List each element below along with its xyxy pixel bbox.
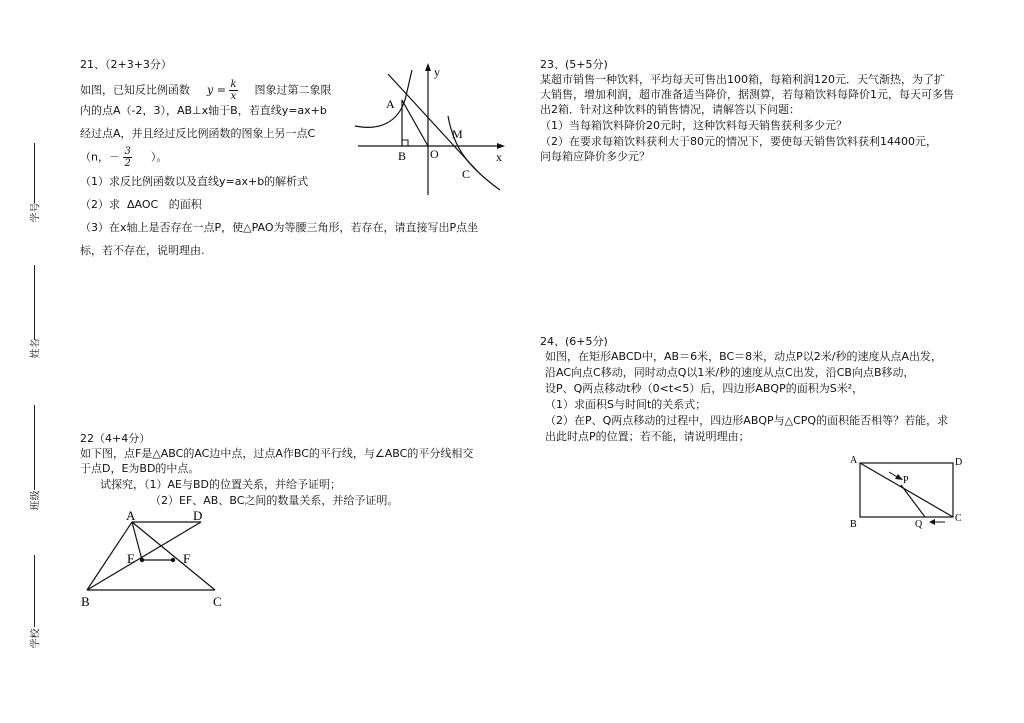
point-f <box>171 558 175 562</box>
label-c: C <box>955 513 962 524</box>
label-o: O <box>430 147 439 161</box>
right-angle-mark <box>402 140 408 146</box>
q21-fn-y: y = <box>207 83 226 97</box>
q24-line3: 设P、Q两点移动t秒（0<t<5）后，四边形ABQP的面积为S米²， <box>545 382 864 395</box>
label-b: B <box>850 519 857 530</box>
q21-line4: （n，－ $\frac{3}{2}$ ）。 <box>80 146 168 169</box>
q21-figure <box>350 60 510 200</box>
arrow-q-head <box>929 519 935 525</box>
q23-line6: 问每箱应降价多少元？ <box>540 150 650 163</box>
x-axis-arrow <box>497 143 505 149</box>
q21-line3: 经过点A，并且经过反比例函数的图象上另一点C <box>80 127 316 140</box>
arrow-p-head <box>895 474 903 480</box>
hyperbola-branch-2 <box>355 70 412 127</box>
q23-line2: 大销售，增加利润，超市准备适当降价，据测算，若每箱饮料每降价1元，每天可多售 <box>540 88 954 101</box>
q21-sub3b: 标，若不存在，说明理由. <box>80 244 205 257</box>
segment-ab <box>87 522 132 590</box>
point-e <box>140 558 144 562</box>
q24-line4: （1）求面积S与时间t的关系式； <box>545 398 707 411</box>
label-a: A <box>386 97 395 111</box>
q23-line1: 某超市销售一种饮料，平均每天可售出100箱，每箱利润120元．天气渐热，为了扩 <box>540 73 945 86</box>
q21-intro-b: 图象过第二象限 <box>254 83 332 97</box>
q24-line2: 沿AC向点C移动，同时动点Q以1米/秒的速度从点C出发，沿CB向点B移动， <box>545 366 915 379</box>
label-a: A <box>126 508 136 523</box>
q22-line2: 于点D，E为BD的中点。 <box>80 462 200 475</box>
school-label: 学校 <box>30 628 42 649</box>
binding-line <box>34 265 35 340</box>
q23-header: 23、(5+5分) <box>540 58 608 71</box>
class-label: 班级 <box>30 490 42 511</box>
q23-line5: （2）在要求每箱饮料获利大于80元的情况下，要使每天销售饮料获利14400元， <box>540 135 937 148</box>
q24-line6: 出此时点P的位置；若不能，请说明理由； <box>545 430 750 443</box>
q21-sub1: （1）求反比例函数以及直线y=ax+b的解析式 <box>80 175 309 188</box>
q23-line3: 出2箱．针对这种饮料的销售情况，请解答以下问题： <box>540 103 800 116</box>
diagonal-ac <box>860 463 953 517</box>
y-axis-arrow <box>425 63 431 71</box>
label-c: C <box>213 594 222 609</box>
q21-intro-a: 如图，已知反比例函数 <box>80 83 190 97</box>
q21-line2: 内的点A（-2，3），AB⊥x轴于B，若直线y=ax+b <box>80 104 327 117</box>
q22-line1: 如下图，点F是△ABC的AC边中点，过点A作BC的平行线，与∠ABC的平分线相交 <box>80 447 474 460</box>
q21-sub3a: （3）在x轴上是否存在一点P，使△PAO为等腰三角形，若存在，请直接写出P点坐 <box>80 221 479 234</box>
label-d: D <box>955 457 963 468</box>
q22-figure <box>75 508 235 610</box>
q23-line4: （1）当每箱饮料降价20元时，这种饮料每天销售获利多少元？ <box>540 119 847 132</box>
label-x: x <box>496 150 502 164</box>
segment-pq <box>901 485 925 517</box>
binding-line <box>34 405 35 490</box>
q24-line1: 如图，在矩形ABCD中，AB＝6米，BC＝8米，动点P以2米/秒的速度从点A出发， <box>545 350 942 363</box>
q22-line3: 试探究，（1）AE与BD的位置关系，并给予证明； <box>100 478 341 491</box>
q24-line5: （2）在P、Q两点移动的过程中，四边形ABQP与△CPQ的面积能否相等？若能，求 <box>545 414 949 427</box>
q21-fraction-3-2: $\frac{3}{2}$ <box>124 146 131 169</box>
q21-sub2: （2）求 ΔAOC 的面积 <box>80 198 202 211</box>
label-m: M <box>452 127 463 141</box>
name-label: 姓名 <box>30 338 42 359</box>
label-p: P <box>903 475 909 486</box>
label-b: B <box>81 594 90 609</box>
q21-fn-fraction: $\frac{k}{x}$ <box>230 79 237 102</box>
q24-figure <box>845 450 970 532</box>
student-number-label: 学号 <box>30 202 42 223</box>
label-q: Q <box>915 519 923 530</box>
q22-header: 22（4+4分） <box>80 432 151 445</box>
label-f: F <box>183 551 191 566</box>
q22-line4: （2）EF、AB、BC之间的数量关系，并给予证明。 <box>150 494 399 507</box>
label-e: E <box>127 551 135 566</box>
segment-ao <box>402 100 428 146</box>
q21-header: 21、（2+3+3分） <box>80 58 172 71</box>
q21-intro <box>80 79 332 102</box>
label-d: D <box>193 508 203 523</box>
label-y: y <box>434 65 440 79</box>
binding-line <box>34 555 35 627</box>
label-b: B <box>398 149 407 163</box>
q24-header: 24、(6+5分) <box>540 335 608 348</box>
label-a: A <box>850 455 858 466</box>
label-c: C <box>462 167 471 181</box>
binding-line <box>34 143 35 203</box>
